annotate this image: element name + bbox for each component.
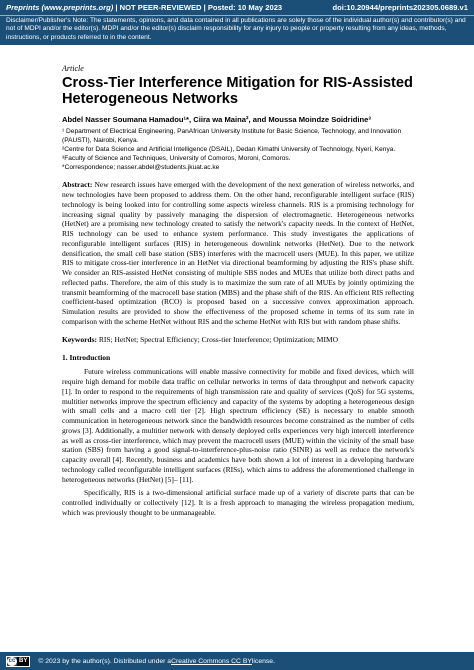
intro-paragraph-1: Future wireless communications will enable massive connectivity for mobile and fixed devices, which will require high demand for mobile data traffic on cellular networks in terms of data throughput and network capacity [1]. In order to respond to the requirements of high transmission rate and quality of services (QoS) for 5G systems, multitier networks improve the spectrum efficiency and capacity of the systems by adopting a heterogeneous design with small cells and a macro cell tier [2]. High spectrum efficiency (SE) is necessary to enable smooth communication in heterogeneous network since the bandwidth resources become constrained as the number of cells grows [3]. Additionally, a multitier network with densely deployed cells experiences very high intercell interference as well as cross-tier interference, which may prevent the macrocell users (MUE) within the vicinity of the small base station (SBS) from having a good signal-to-interference-plus-noise ratio (SINR) as well as reduce the network's capacity overall [4]. Recently, business and academics have both shown a lot of interest in a developing hardware technology called reconfigurable intelligent surfaces (RISs), which aims to address the aforementioned challenge in heterogeneous networks (HetNet) [5]– [11]. <box>62 367 414 484</box>
doi-link[interactable]: doi:10.20944/preprints202305.0689.v1 <box>332 3 468 12</box>
abstract <box>62 180 414 326</box>
publisher-disclaimer: Disclaimer/Publisher's Note: The statements, opinions, and data contained in all publications are solely those of the individual author(s) and contributor(s) and not of MDPI and/or the editor(s). MDPI and/or the editor(s) disclaim responsibility for any injury to people or property resulting from any ideas, methods, instructions, or products referred to in the content. <box>0 15 474 45</box>
article-title: Cross-Tier Interference Mitigation for RIS-Assisted Heterogeneous Networks <box>62 75 413 107</box>
cc-badge-label: cc <box>8 657 16 664</box>
by-badge-label: BY <box>19 657 28 664</box>
keywords-label: Keywords: <box>62 334 97 344</box>
article-body <box>62 64 414 518</box>
keywords-text: RIS; HetNet; Spectral Efficiency; Cross-tier Interference; Optimization; MIMO <box>97 334 339 344</box>
correspondence: *Correspondence; nasser.abdel@students.jkuat.ac.ke <box>62 163 220 171</box>
preprints-brand-link[interactable]: Preprints (www.preprints.org) <box>6 3 114 12</box>
article-type: Article <box>62 64 84 73</box>
license-text: © 2023 by the author(s). Distributed under a <box>38 657 172 665</box>
cc-by-badge-icon[interactable] <box>6 656 30 667</box>
section-introduction-heading: 1. Introduction <box>62 353 111 363</box>
license-suffix: license. <box>251 657 275 665</box>
affiliation-2: ²Centre for Data Science and Artificial Intelligence (DSAIL), Dedan Kimathi University of Technology, Nyeri, Kenya. <box>62 145 396 153</box>
license-link[interactable]: Creative Commons CC BY <box>171 657 252 665</box>
affiliation-3: ³Faculty of Science and Techniques, University of Comoros, Moroni, Comoros. <box>62 154 291 162</box>
intro-paragraph-2: Specifically, RIS is a two-dimensional artificial surface made up of a variety of discrete parts that can be controlled individually or collectively [12]. It is a fresh approach to managing the wireless propagation medium, which was previously thought to be unmanageable. <box>62 488 414 517</box>
abstract-label: Abstract: <box>62 180 93 190</box>
license-footer <box>0 652 474 670</box>
abstract-text: New research issues have emerged with the development of the next generation of wireless networks, and new technologies have been proposed to address them. On the other hand, reconfigurable intelligent surface (RIS) technology is being looked into for controlling some aspects wireless channels. RIS is a promising technology for increasing signal quality by passively managing the dispersion of electromagnetic. Heterogeneous networks (HetNet) are a promising new technology created to satisfy the network's capacity needs. In the context of HetNet, RIS technology can be used to enhance system performance. This study investigates the applications of reconfigurable intelligent surfaces (RIS) in heterogeneous downlink networks (HetNet). Due to the network densification, the small cell base station (SBS) interferes with the macrocell users (MUE). In this paper, we utilize RIS to mitigate cross-tier interference in an HetNet via directional beamforming by adjusting the RIS's phase shift. We consider an RIS-assisted HetNet consisting of multiple SBS nodes and MUEs that utilize both direct paths and reflected paths. Therefore, the aim of this study is to maximize the sum rate of all MUEs by jointly optimizing the transmit beamforming of the macrocell base station (MBS) and the phase shift of the RIS. An efficient RIS reflecting coefficient-based optimization (RCO) is proposed based on a successive convex approximation approach. Simulation results are provided to show the effectiveness of the proposed scheme in terms of its sum rate in comparison with the scheme HetNet without RIS and the scheme HetNet with RIS but with random phase shifts. <box>62 180 414 326</box>
keywords <box>62 335 414 345</box>
author-list: Abdel Nasser Soumana Hamadou¹*, Ciira wa Maina², and Moussa Moindze Soidridine³ <box>62 115 371 124</box>
preprint-header-bar <box>0 0 474 15</box>
preprint-status <box>6 3 332 12</box>
affiliations <box>62 128 414 172</box>
posting-status: | NOT PEER-REVIEWED | Posted: 10 May 2023 <box>113 3 283 12</box>
affiliation-1: ¹ Department of Electrical Engineering, PanAfrican University Institute for Basic Science, Technology, and Innovation (PAUSTI), Nairobi, Kenya. <box>62 128 402 144</box>
